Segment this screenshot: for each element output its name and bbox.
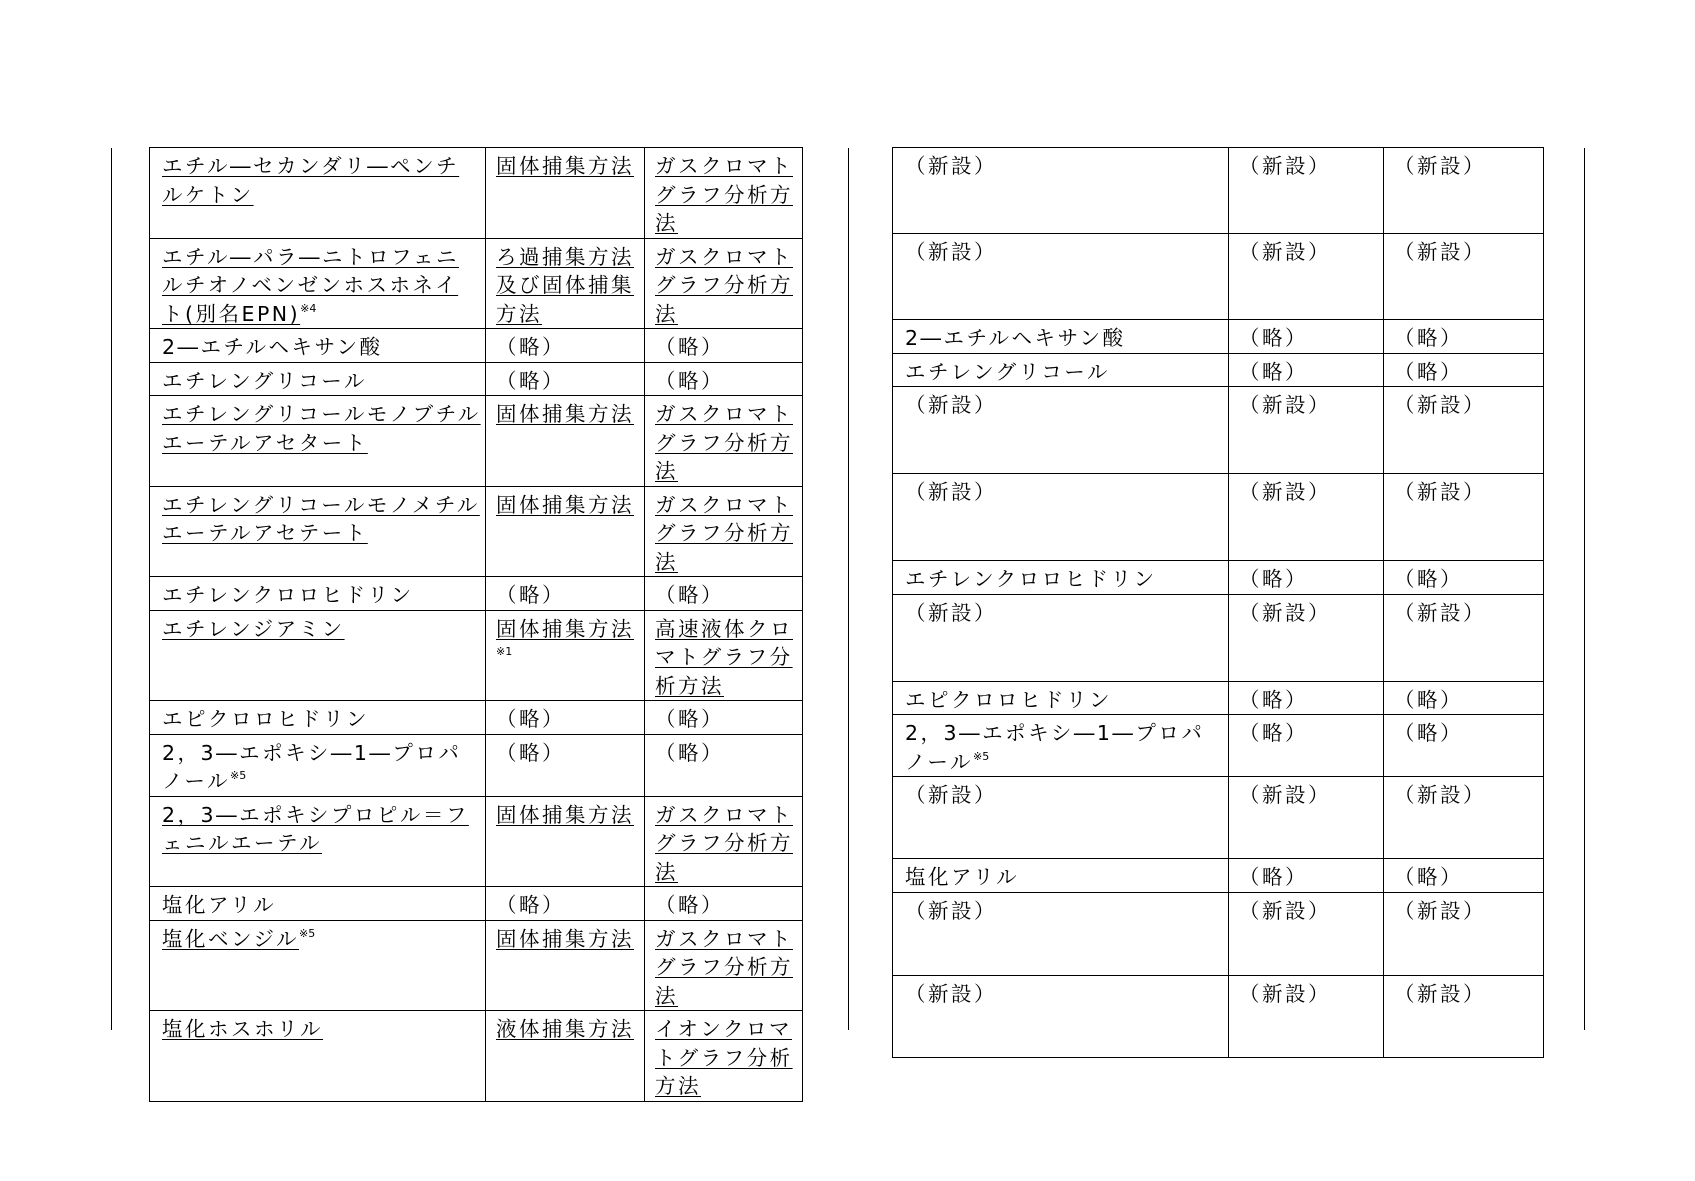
- analysis-method-cell: [1384, 681, 1544, 715]
- substance-name-cell: [893, 474, 1229, 561]
- analysis-method-cell: [1384, 594, 1544, 681]
- substance-name-cell: [150, 734, 486, 796]
- revised-table-row: [150, 577, 803, 611]
- substance-name-cell-text: エピクロロヒドリン: [905, 687, 1112, 712]
- sampling-method-cell: [1229, 681, 1384, 715]
- analysis-method-cell-text: （新設）: [1394, 240, 1486, 264]
- substance-name-cell-text: エピクロロヒドリン: [162, 707, 369, 731]
- substance-name-cell: [893, 892, 1229, 975]
- sampling-method-cell-text: ろ過捕集方法及び固体捕集方法: [496, 244, 634, 326]
- sampling-method-cell: [1229, 594, 1384, 681]
- sampling-method-cell-text: （略）: [1239, 865, 1308, 889]
- sampling-method-cell: [1229, 353, 1384, 387]
- revised-table: [149, 147, 803, 1102]
- analysis-method-cell: [1384, 474, 1544, 561]
- substance-name-cell: [893, 777, 1229, 859]
- substance-name-cell: [893, 561, 1229, 595]
- substance-name-cell: [893, 320, 1229, 354]
- sampling-method-cell-text: 固体捕集方法: [496, 616, 634, 641]
- sampling-method-cell: [1229, 715, 1384, 777]
- revised-table-row: [150, 701, 803, 735]
- substance-name-cell-text: 2，3―エポキシプロピル＝フェニルエーテル: [162, 802, 469, 855]
- analysis-method-cell: [645, 1011, 803, 1102]
- analysis-method-cell-text: （新設）: [1394, 600, 1486, 625]
- analysis-method-cell-text: イオンクロマトグラフ分析方法: [655, 1017, 793, 1098]
- sampling-method-cell-text: （新設）: [1239, 981, 1331, 1006]
- sampling-method-cell: [486, 329, 645, 363]
- sampling-method-cell: [486, 486, 645, 577]
- sampling-method-cell-text: 固体捕集方法: [496, 492, 634, 517]
- current-table-row: [893, 320, 1544, 354]
- substance-name-cell-footnote-mark: ※4: [300, 301, 317, 315]
- analysis-method-cell: [1384, 148, 1544, 234]
- substance-name-cell: [893, 148, 1229, 234]
- substance-name-cell: [150, 887, 486, 921]
- sampling-method-cell: [1229, 234, 1384, 320]
- analysis-method-cell-text: （新設）: [1394, 393, 1486, 417]
- sampling-method-cell: [486, 396, 645, 487]
- substance-name-cell-text: エチレンジアミン: [162, 616, 345, 641]
- sampling-method-cell-text: （略）: [496, 368, 565, 393]
- revised-table-row: [150, 920, 803, 1011]
- analysis-method-cell-text: （略）: [655, 893, 724, 917]
- analysis-method-cell-text: （新設）: [1394, 480, 1486, 504]
- revised-table-row: [150, 796, 803, 887]
- substance-name-cell: [150, 148, 486, 239]
- substance-name-cell: [893, 594, 1229, 681]
- substance-name-cell-text: （新設）: [905, 480, 997, 504]
- revised-table-row: [150, 610, 803, 701]
- analysis-method-cell: [1384, 975, 1544, 1057]
- substance-name-cell: [893, 353, 1229, 387]
- sampling-method-cell: [486, 887, 645, 921]
- substance-name-cell: [150, 796, 486, 887]
- analysis-method-cell: [645, 396, 803, 487]
- sampling-method-cell: [486, 238, 645, 329]
- current-table-row: [893, 777, 1544, 859]
- revised-table-row: [150, 734, 803, 796]
- analysis-method-cell: [645, 362, 803, 396]
- analysis-method-cell: [1384, 234, 1544, 320]
- sampling-method-cell: [486, 577, 645, 611]
- analysis-method-cell-text: ガスクロマトグラフ分析方法: [655, 926, 793, 1008]
- sampling-method-cell: [486, 610, 645, 701]
- current-table-row: [893, 681, 1544, 715]
- left-margin-rule: [111, 148, 112, 1030]
- analysis-method-cell: [645, 329, 803, 363]
- current-table-row: [893, 594, 1544, 681]
- substance-name-cell-text: エチル―セカンダリ―ペンチルケトン: [162, 154, 460, 207]
- analysis-method-cell: [1384, 353, 1544, 387]
- current-table-row: [893, 859, 1544, 893]
- sampling-method-cell: [1229, 387, 1384, 474]
- revised-table-row: [150, 238, 803, 329]
- sampling-method-cell-text: （略）: [496, 583, 565, 607]
- current-table-row: [893, 892, 1544, 975]
- substance-name-cell-text: 2，3―エポキシ―1―プロパノール: [905, 721, 1205, 774]
- sampling-method-cell: [1229, 892, 1384, 975]
- sampling-method-cell: [1229, 320, 1384, 354]
- sampling-method-cell: [1229, 777, 1384, 859]
- current-table: [892, 147, 1544, 1058]
- substance-name-cell-text: （新設）: [905, 240, 997, 264]
- substance-name-cell: [150, 396, 486, 487]
- analysis-method-cell-text: （新設）: [1394, 783, 1486, 807]
- substance-name-cell: [893, 715, 1229, 777]
- current-table-row: [893, 975, 1544, 1057]
- sampling-method-cell: [1229, 474, 1384, 561]
- substance-name-cell-text: （新設）: [905, 393, 997, 417]
- substance-name-cell: [150, 329, 486, 363]
- current-table-row: [893, 715, 1544, 777]
- analysis-method-cell-text: （略）: [1394, 687, 1463, 712]
- analysis-method-cell: [645, 238, 803, 329]
- substance-name-cell-text: エチレンクロロヒドリン: [905, 567, 1157, 591]
- substance-name-cell-text: エチル―パラ―ニトロフェニルチオノベンゼンホスホネイト(別名EPN): [162, 244, 459, 326]
- sampling-method-cell: [1229, 975, 1384, 1057]
- analysis-method-cell: [1384, 892, 1544, 975]
- revised-table-row: [150, 362, 803, 396]
- analysis-method-cell-text: （略）: [1394, 721, 1463, 745]
- substance-name-cell: [150, 920, 486, 1011]
- sampling-method-cell-text: （略）: [1239, 687, 1308, 712]
- sampling-method-cell-text: （新設）: [1239, 240, 1331, 264]
- analysis-method-cell: [645, 486, 803, 577]
- analysis-method-cell: [645, 610, 803, 701]
- current-table-row: [893, 234, 1544, 320]
- analysis-method-cell: [1384, 387, 1544, 474]
- substance-name-cell-text: （新設）: [905, 898, 997, 923]
- analysis-method-cell: [1384, 777, 1544, 859]
- sampling-method-cell: [486, 1011, 645, 1102]
- analysis-method-cell: [645, 701, 803, 735]
- analysis-method-cell-text: （略）: [655, 368, 724, 393]
- sampling-method-cell-text: 液体捕集方法: [496, 1017, 634, 1041]
- analysis-method-cell-text: 高速液体クロマトグラフ分析方法: [655, 616, 793, 698]
- analysis-method-cell: [645, 577, 803, 611]
- revised-table-row: [150, 486, 803, 577]
- sampling-method-cell-text: 固体捕集方法: [496, 926, 634, 951]
- current-table-row: [893, 353, 1544, 387]
- sampling-method-cell: [486, 148, 645, 239]
- analysis-method-cell-text: （新設）: [1394, 981, 1486, 1006]
- substance-name-cell-text: エチレンクロロヒドリン: [162, 583, 414, 607]
- substance-name-cell-footnote-mark: ※5: [229, 769, 247, 782]
- revised-table-row: [150, 887, 803, 921]
- current-table-row: [893, 148, 1544, 234]
- sampling-method-cell-text: （略）: [496, 893, 565, 917]
- sampling-method-cell: [486, 362, 645, 396]
- substance-name-cell-text: 2―エチルヘキサン酸: [905, 326, 1126, 350]
- sampling-method-cell: [1229, 148, 1384, 234]
- sampling-method-cell-text: 固体捕集方法: [496, 154, 634, 178]
- substance-name-cell-text: （新設）: [905, 154, 997, 178]
- sampling-method-cell-text: （略）: [1239, 326, 1308, 350]
- substance-name-cell-text: （新設）: [905, 981, 997, 1006]
- substance-name-cell: [150, 610, 486, 701]
- substance-name-cell: [150, 362, 486, 396]
- substance-name-cell-text: エチレングリコール: [905, 359, 1110, 384]
- analysis-method-cell-text: （略）: [655, 583, 724, 607]
- substance-name-cell-text: 2，3―エポキシ―1―プロパノール: [162, 740, 462, 793]
- analysis-method-cell-text: （略）: [1394, 359, 1463, 384]
- substance-name-cell-text: 塩化ホスホリル: [162, 1017, 323, 1041]
- sampling-method-cell-text: 固体捕集方法: [496, 802, 634, 827]
- sampling-method-cell-text: （新設）: [1239, 600, 1331, 625]
- analysis-method-cell-text: （略）: [655, 707, 724, 731]
- substance-name-cell-text: （新設）: [905, 783, 997, 807]
- substance-name-cell: [893, 234, 1229, 320]
- current-table-row: [893, 474, 1544, 561]
- sampling-method-cell: [486, 734, 645, 796]
- substance-name-cell-text: エチレングリコール: [162, 368, 367, 393]
- analysis-method-cell: [645, 887, 803, 921]
- analysis-method-cell-text: ガスクロマトグラフ分析方法: [655, 802, 793, 884]
- analysis-method-cell: [1384, 320, 1544, 354]
- analysis-method-cell: [1384, 561, 1544, 595]
- substance-name-cell-text: エチレングリコールモノブチルエーテルアセタート: [162, 402, 481, 455]
- sampling-method-cell-text: （略）: [496, 740, 565, 765]
- substance-name-cell-text: エチレングリコールモノメチルエーテルアセテート: [162, 492, 480, 545]
- analysis-method-cell: [645, 734, 803, 796]
- sampling-method-cell-footnote-mark: ※1: [496, 645, 513, 658]
- analysis-method-cell-text: ガスクロマトグラフ分析方法: [655, 154, 793, 235]
- analysis-method-cell-text: （略）: [1394, 567, 1463, 591]
- substance-name-cell-text: 塩化アリル: [905, 865, 1020, 889]
- substance-name-cell-text: 塩化ベンジル: [162, 926, 299, 951]
- substance-name-cell: [150, 1011, 486, 1102]
- sampling-method-cell: [486, 796, 645, 887]
- sampling-method-cell-text: （略）: [496, 707, 565, 731]
- revised-table-row: [150, 148, 803, 239]
- sampling-method-cell-text: （新設）: [1239, 393, 1331, 417]
- sampling-method-cell-text: （略）: [1239, 721, 1308, 745]
- substance-name-cell-text: （新設）: [905, 600, 997, 625]
- substance-name-cell: [150, 486, 486, 577]
- sampling-method-cell-text: 固体捕集方法: [496, 402, 634, 426]
- analysis-method-cell-text: （略）: [1394, 865, 1463, 889]
- analysis-method-cell: [1384, 859, 1544, 893]
- substance-name-cell: [893, 681, 1229, 715]
- sampling-method-cell: [486, 920, 645, 1011]
- sampling-method-cell-text: （新設）: [1239, 783, 1331, 807]
- analysis-method-cell-text: （新設）: [1394, 898, 1486, 923]
- sampling-method-cell: [1229, 561, 1384, 595]
- analysis-method-cell-text: （略）: [655, 740, 724, 765]
- revised-table-row: [150, 396, 803, 487]
- substance-name-cell-footnote-mark: ※5: [972, 749, 990, 763]
- substance-name-cell-text: 2―エチルヘキサン酸: [162, 335, 383, 359]
- center-divider-rule: [848, 148, 849, 1030]
- analysis-method-cell-text: （略）: [655, 335, 724, 359]
- analysis-method-cell: [645, 148, 803, 239]
- analysis-method-cell-text: ガスクロマトグラフ分析方法: [655, 492, 793, 574]
- sampling-method-cell-text: （新設）: [1239, 480, 1331, 504]
- substance-name-cell-footnote-mark: ※5: [298, 926, 316, 940]
- analysis-method-cell-text: （略）: [1394, 326, 1463, 350]
- analysis-method-cell-text: ガスクロマトグラフ分析方法: [655, 402, 793, 483]
- sampling-method-cell-text: （略）: [496, 335, 565, 359]
- revised-table-row: [150, 329, 803, 363]
- analysis-method-cell-text: ガスクロマトグラフ分析方法: [655, 244, 793, 326]
- sampling-method-cell-text: （新設）: [1239, 154, 1331, 178]
- sampling-method-cell: [486, 701, 645, 735]
- sampling-method-cell: [1229, 859, 1384, 893]
- revised-table-row: [150, 1011, 803, 1102]
- substance-name-cell: [150, 577, 486, 611]
- substance-name-cell: [893, 859, 1229, 893]
- current-table-row: [893, 387, 1544, 474]
- analysis-method-cell-text: （新設）: [1394, 154, 1486, 178]
- substance-name-cell: [150, 701, 486, 735]
- analysis-method-cell: [645, 920, 803, 1011]
- analysis-method-cell: [1384, 715, 1544, 777]
- analysis-method-cell: [645, 796, 803, 887]
- current-table-row: [893, 561, 1544, 595]
- sampling-method-cell-text: （略）: [1239, 567, 1308, 591]
- substance-name-cell: [893, 975, 1229, 1057]
- right-margin-rule: [1584, 148, 1585, 1030]
- sampling-method-cell-text: （新設）: [1239, 898, 1331, 923]
- substance-name-cell-text: 塩化アリル: [162, 893, 277, 917]
- substance-name-cell: [893, 387, 1229, 474]
- substance-name-cell: [150, 238, 486, 329]
- sampling-method-cell-text: （略）: [1239, 359, 1308, 384]
